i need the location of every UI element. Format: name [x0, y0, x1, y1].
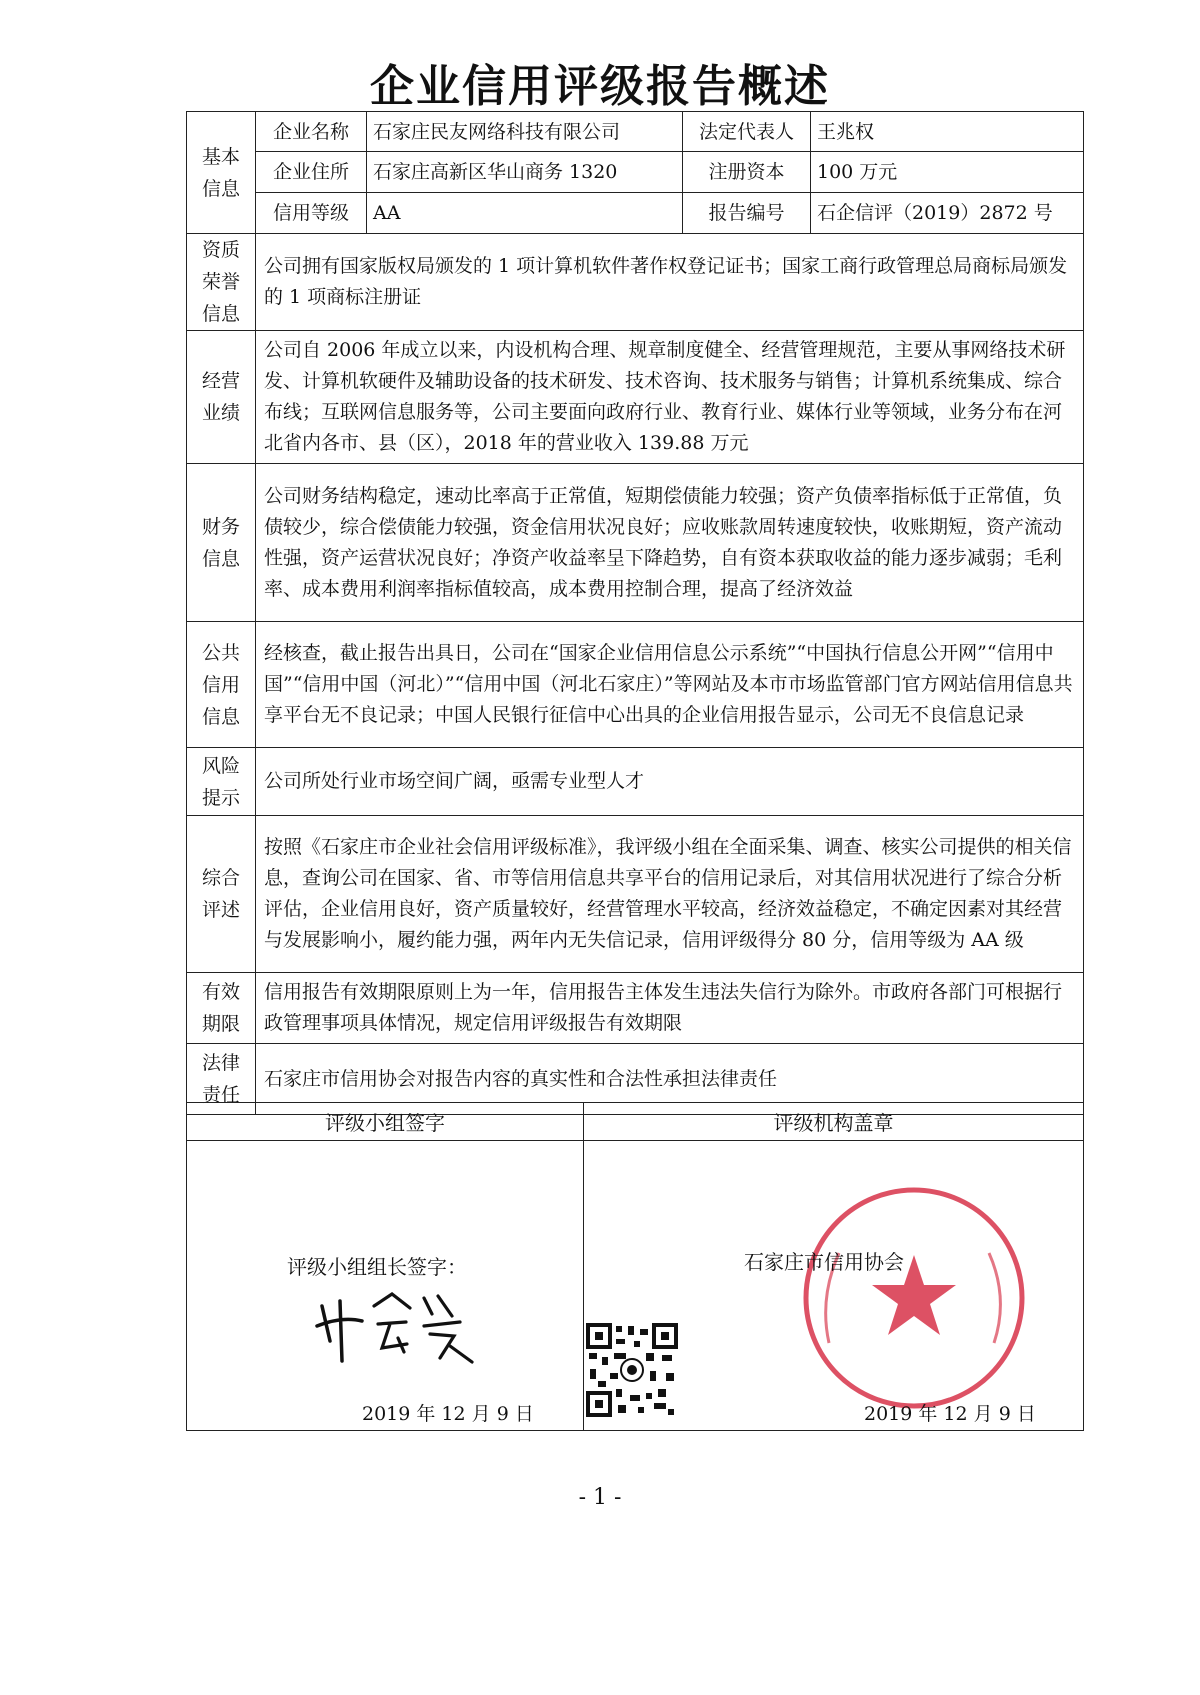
org-seal-date: 2019 年 12 月 9 日 — [864, 1403, 1036, 1425]
capital: 100 万元 — [811, 152, 1084, 193]
qr-code-icon — [586, 1323, 678, 1417]
page-number: - 1 - — [578, 1485, 622, 1510]
section-text: 信用报告有效期限原则上为一年，信用报告主体发生违法失信行为除外。市政府各部门可根据行政管理事项具体情况，规定信用评级报告有效期限 — [256, 973, 1084, 1044]
capital-label: 注册资本 — [683, 152, 811, 193]
section-label: 风险 提示 — [187, 748, 256, 816]
section-label: 公共 信用 信息 — [187, 622, 256, 748]
company-name-label: 企业名称 — [256, 112, 367, 152]
group-sign-cell — [187, 1141, 584, 1431]
report-no: 石企信评（2019）2872 号 — [811, 193, 1084, 234]
report-table — [186, 111, 1084, 1115]
rating: AA — [367, 193, 683, 234]
association-seal-icon — [799, 1183, 1029, 1413]
section-label: 有效 期限 — [187, 973, 256, 1044]
report-no-label: 报告编号 — [683, 193, 811, 234]
org-seal-cell — [584, 1141, 1084, 1431]
signature-table — [186, 1102, 1084, 1431]
group-sign-date: 2019 年 12 月 9 日 — [362, 1403, 534, 1425]
handwritten-signature — [312, 1286, 492, 1366]
section-label: 综合 评述 — [187, 816, 256, 973]
section-text: 公司拥有国家版权局颁发的 1 项计算机软件著作权登记证书；国家工商行政管理总局商标局颁发的 1 项商标注册证 — [256, 234, 1084, 331]
rating-label: 信用等级 — [256, 193, 367, 234]
section-text: 公司财务结构稳定，速动比率高于正常值，短期偿债能力较强；资产负债率指标低于正常值，负债较少，综合偿债能力较强，资金信用状况良好；应收账款周转速度较快，收账期短，资产流动性强，资产运营状况良好；净资产收益率呈下降趋势，自有资本获取收益的能力逐步减弱；毛利率、成本费用利润率指标值较高，成本费用控制合理，提高了经济效益 — [256, 464, 1084, 622]
company-name: 石家庄民友网络科技有限公司 — [367, 112, 683, 152]
basic-info-label: 基本 信息 — [187, 112, 256, 234]
section-text: 经核查，截止报告出具日，公司在“国家企业信用信息公示系统”“中国执行信息公开网”“信用中国”“信用中国（河北）”“信用中国（河北石家庄）”等网站及本市市场监管部门官方网站信用信息共享平台无不良记录；中国人民银行征信中心出具的企业信用报告显示，公司无不良信息记录 — [256, 622, 1084, 748]
address-label: 企业住所 — [256, 152, 367, 193]
section-label: 经营 业绩 — [187, 331, 256, 464]
section-text: 按照《石家庄市企业社会信用评级标准》，我评级小组在全面采集、调查、核实公司提供的相关信息，查询公司在国家、省、市等信用信息共享平台的信用记录后，对其信用状况进行了综合分析评估，企业信用良好，资产质量较好，经营管理水平较高，经济效益稳定，不确定因素对其经营与发展影响小，履约能力强，两年内无失信记录，信用评级得分 80 分，信用等级为 AA 级 — [256, 816, 1084, 973]
section-label: 财务 信息 — [187, 464, 256, 622]
legal-rep-label: 法定代表人 — [683, 112, 811, 152]
section-text: 公司自 2006 年成立以来，内设机构合理、规章制度健全、经营管理规范，主要从事网络技术研发、计算机软硬件及辅助设备的技术研发、技术咨询、技术服务与销售；计算机系统集成、综合布线；互联网信息服务等，公司主要面向政府行业、教育行业、媒体行业等领域，业务分布在河北省内各市、县（区），2018 年的营业收入 139.88 万元 — [256, 331, 1084, 464]
section-label: 资质 荣誉 信息 — [187, 234, 256, 331]
legal-rep: 王兆权 — [811, 112, 1084, 152]
address: 石家庄高新区华山商务 1320 — [367, 152, 683, 193]
page-title: 企业信用评级报告概述 — [370, 61, 830, 112]
section-text: 石家庄市信用协会对报告内容的真实性和合法性承担法律责任 — [256, 1044, 1084, 1115]
org-seal-header: 评级机构盖章 — [584, 1103, 1084, 1141]
org-name: 石家庄市信用协会 — [744, 1250, 904, 1274]
section-label: 法律 责任 — [187, 1044, 256, 1115]
leader-sign-label: 评级小组组长签字： — [287, 1255, 467, 1279]
group-sign-header: 评级小组签字 — [187, 1103, 584, 1141]
section-text: 公司所处行业市场空间广阔，亟需专业型人才 — [256, 748, 1084, 816]
